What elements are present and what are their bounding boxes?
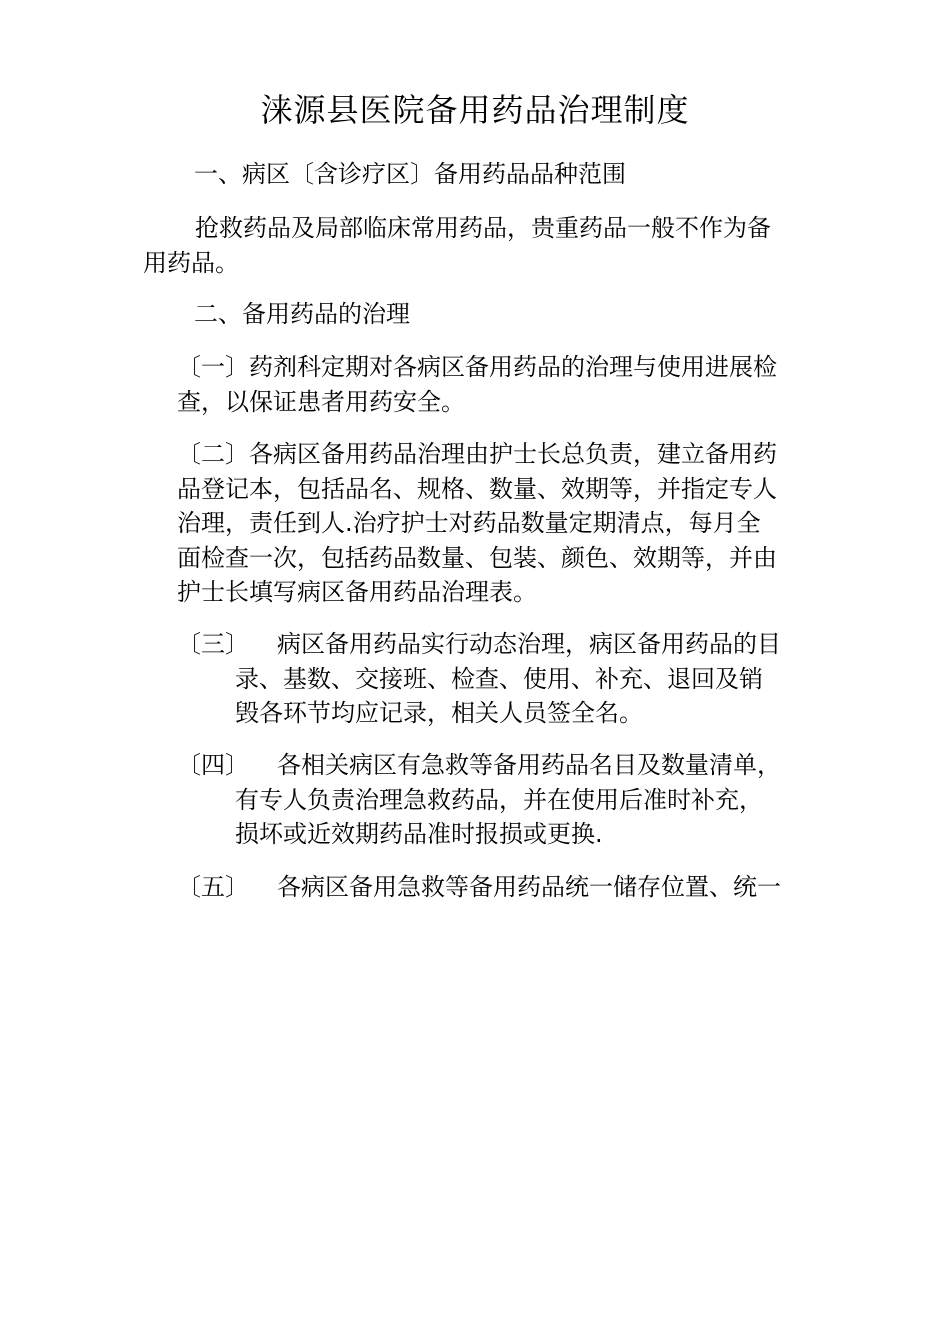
item-line: 有专人负责治理急救药品，并在使用后准时补充， bbox=[235, 785, 763, 814]
item-2-paragraph bbox=[177, 437, 777, 610]
item-line: 各病区备用急救等备用药品统一储存位置、统一 bbox=[277, 873, 781, 901]
item-4 bbox=[177, 748, 781, 852]
paragraph-line: 用药品。 bbox=[143, 248, 239, 277]
item-line: 各相关病区有急救等备用药品名目及数量清单， bbox=[277, 751, 781, 779]
paragraph-line: 〔二〕各病区备用药品治理由护士长总负责，建立备用药 bbox=[177, 440, 777, 468]
section-heading-2: 二、备用药品的治理 bbox=[194, 300, 410, 328]
paragraph-line: 品登记本，包括品名、规格、数量、效期等，并指定专人 bbox=[177, 474, 777, 503]
document-title: 涞源县医院备用药品治理制度 bbox=[260, 91, 690, 129]
item-5 bbox=[177, 870, 781, 905]
item-line: 录、基数、交接班、检查、使用、补充、退回及销 bbox=[235, 664, 763, 693]
paragraph-line: 治理，责任到人.治疗护士对药品数量定期清点，每月全 bbox=[177, 509, 761, 537]
item-3 bbox=[177, 627, 781, 731]
paragraph-line: 抢救药品及局部临床常用药品，贵重药品一般不作为备 bbox=[195, 214, 771, 242]
item-line: 病区备用药品实行动态治理，病区备用药品的目 bbox=[277, 630, 781, 658]
paragraph-line: 面检查一次，包括药品数量、包装、颜色、效期等，并由 bbox=[177, 543, 777, 572]
item-marker: 〔三〕 bbox=[177, 630, 249, 658]
paragraph-line: 查，以保证患者用药安全。 bbox=[177, 387, 465, 416]
item-marker: 〔四〕 bbox=[177, 751, 249, 779]
item-marker: 〔五〕 bbox=[177, 873, 249, 901]
section-1-paragraph bbox=[143, 211, 771, 280]
paragraph-line: 〔一〕药剂科定期对各病区备用药品的治理与使用进展检 bbox=[177, 353, 777, 381]
item-1-paragraph bbox=[177, 350, 777, 419]
item-line: 损坏或近效期药品准时报损或更换. bbox=[235, 820, 603, 848]
item-line: 毁各环节均应记录，相关人员签全名。 bbox=[235, 699, 643, 727]
section-heading-1: 一、病区〔含诊疗区〕备用药品品种范围 bbox=[194, 160, 626, 188]
paragraph-line: 护士长填写病区备用药品治理表。 bbox=[177, 578, 537, 606]
